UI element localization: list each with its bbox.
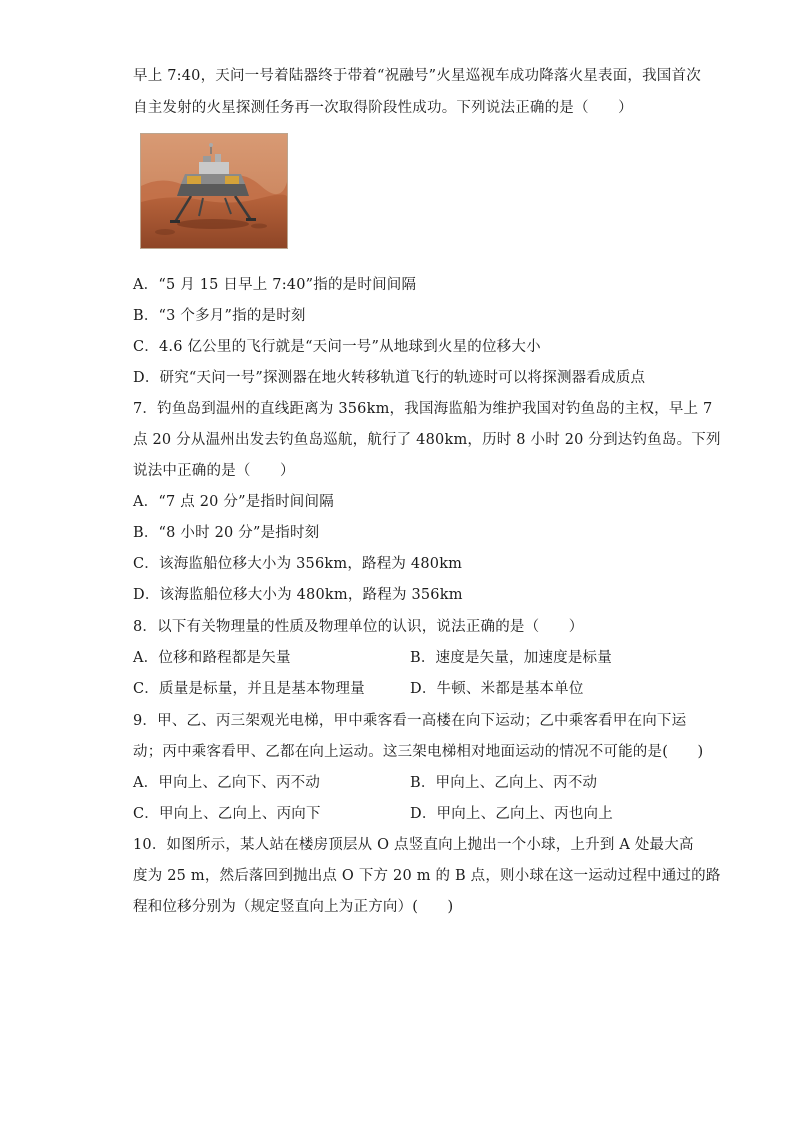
q6-stem-line-2: 自主发射的火星探测任务再一次取得阶段性成功。下列说法正确的是（ ） xyxy=(133,100,633,116)
q10-stem-line-2: 度为 25 m，然后落回到抛出点 O 下方 20 m 的 B 点，则小球在这一运动过程中通过的路 xyxy=(133,868,721,884)
q8-option-a: A．位移和路程都是矢量 xyxy=(133,650,291,666)
q8-stem: 8．以下有关物理量的性质及物理单位的认识，说法正确的是（ ） xyxy=(133,619,584,635)
q10-stem-line-3: 程和位移分别为（规定竖直向上为正方向）( ) xyxy=(133,899,454,915)
q9-stem-line-2: 动；丙中乘客看甲、乙都在向上运动。这三架电梯相对地面运动的情况不可能的是( ) xyxy=(133,744,704,760)
q9-option-c: C．甲向上、乙向上、丙向下 xyxy=(133,806,321,822)
q9-option-b: B．甲向上、乙向上、丙不动 xyxy=(410,775,598,791)
q10-stem-line-1: 10．如图所示，某人站在楼房顶层从 O 点竖直向上抛出一个小球，上升到 A 处最大高 xyxy=(133,837,694,853)
mars-lander-photo xyxy=(140,133,288,249)
q7-option-d: D．该海监船位移大小为 480km，路程为 356km xyxy=(133,587,463,603)
mars-lander-illustration xyxy=(141,134,287,248)
q7-option-c: C．该海监船位移大小为 356km，路程为 480km xyxy=(133,556,463,572)
q8-option-d: D．牛顿、米都是基本单位 xyxy=(410,681,584,697)
q7-stem-line-3: 说法中正确的是（ ） xyxy=(133,463,295,479)
q9-option-a: A．甲向上、乙向下、丙不动 xyxy=(133,775,321,791)
q7-stem-line-2: 点 20 分从温州出发去钓鱼岛巡航，航行了 480km，历时 8 小时 20 分到达钓鱼岛。下列 xyxy=(133,432,721,448)
q8-option-c: C．质量是标量，并且是基本物理量 xyxy=(133,681,365,697)
q9-option-d: D．甲向上、乙向上、丙也向上 xyxy=(410,806,613,822)
q6-option-c: C．4.6 亿公里的飞行就是“天问一号”从地球到火星的位移大小 xyxy=(133,339,541,355)
q6-option-a: A．“5 月 15 日早上 7:40”指的是时间间隔 xyxy=(133,277,417,293)
q7-option-a: A．“7 点 20 分”是指时间间隔 xyxy=(133,494,334,510)
q7-stem-line-1: 7．钓鱼岛到温州的直线距离为 356km，我国海监船为维护我国对钓鱼岛的主权，早上 7 xyxy=(133,401,713,417)
q6-option-b: B．“3 个多月”指的是时刻 xyxy=(133,308,306,324)
q6-stem-line-1: 早上 7:40，天问一号着陆器终于带着“祝融号”火星巡视车成功降落火星表面，我国首次 xyxy=(133,68,701,84)
q9-stem-line-1: 9．甲、乙、丙三架观光电梯，甲中乘客看一高楼在向下运动；乙中乘客看甲在向下运 xyxy=(133,713,687,729)
q6-option-d: D．研究“天问一号”探测器在地火转移轨道飞行的轨迹时可以将探测器看成质点 xyxy=(133,370,646,386)
q7-option-b: B．“8 小时 20 分”是指时刻 xyxy=(133,525,320,541)
q8-option-b: B．速度是矢量，加速度是标量 xyxy=(410,650,612,666)
